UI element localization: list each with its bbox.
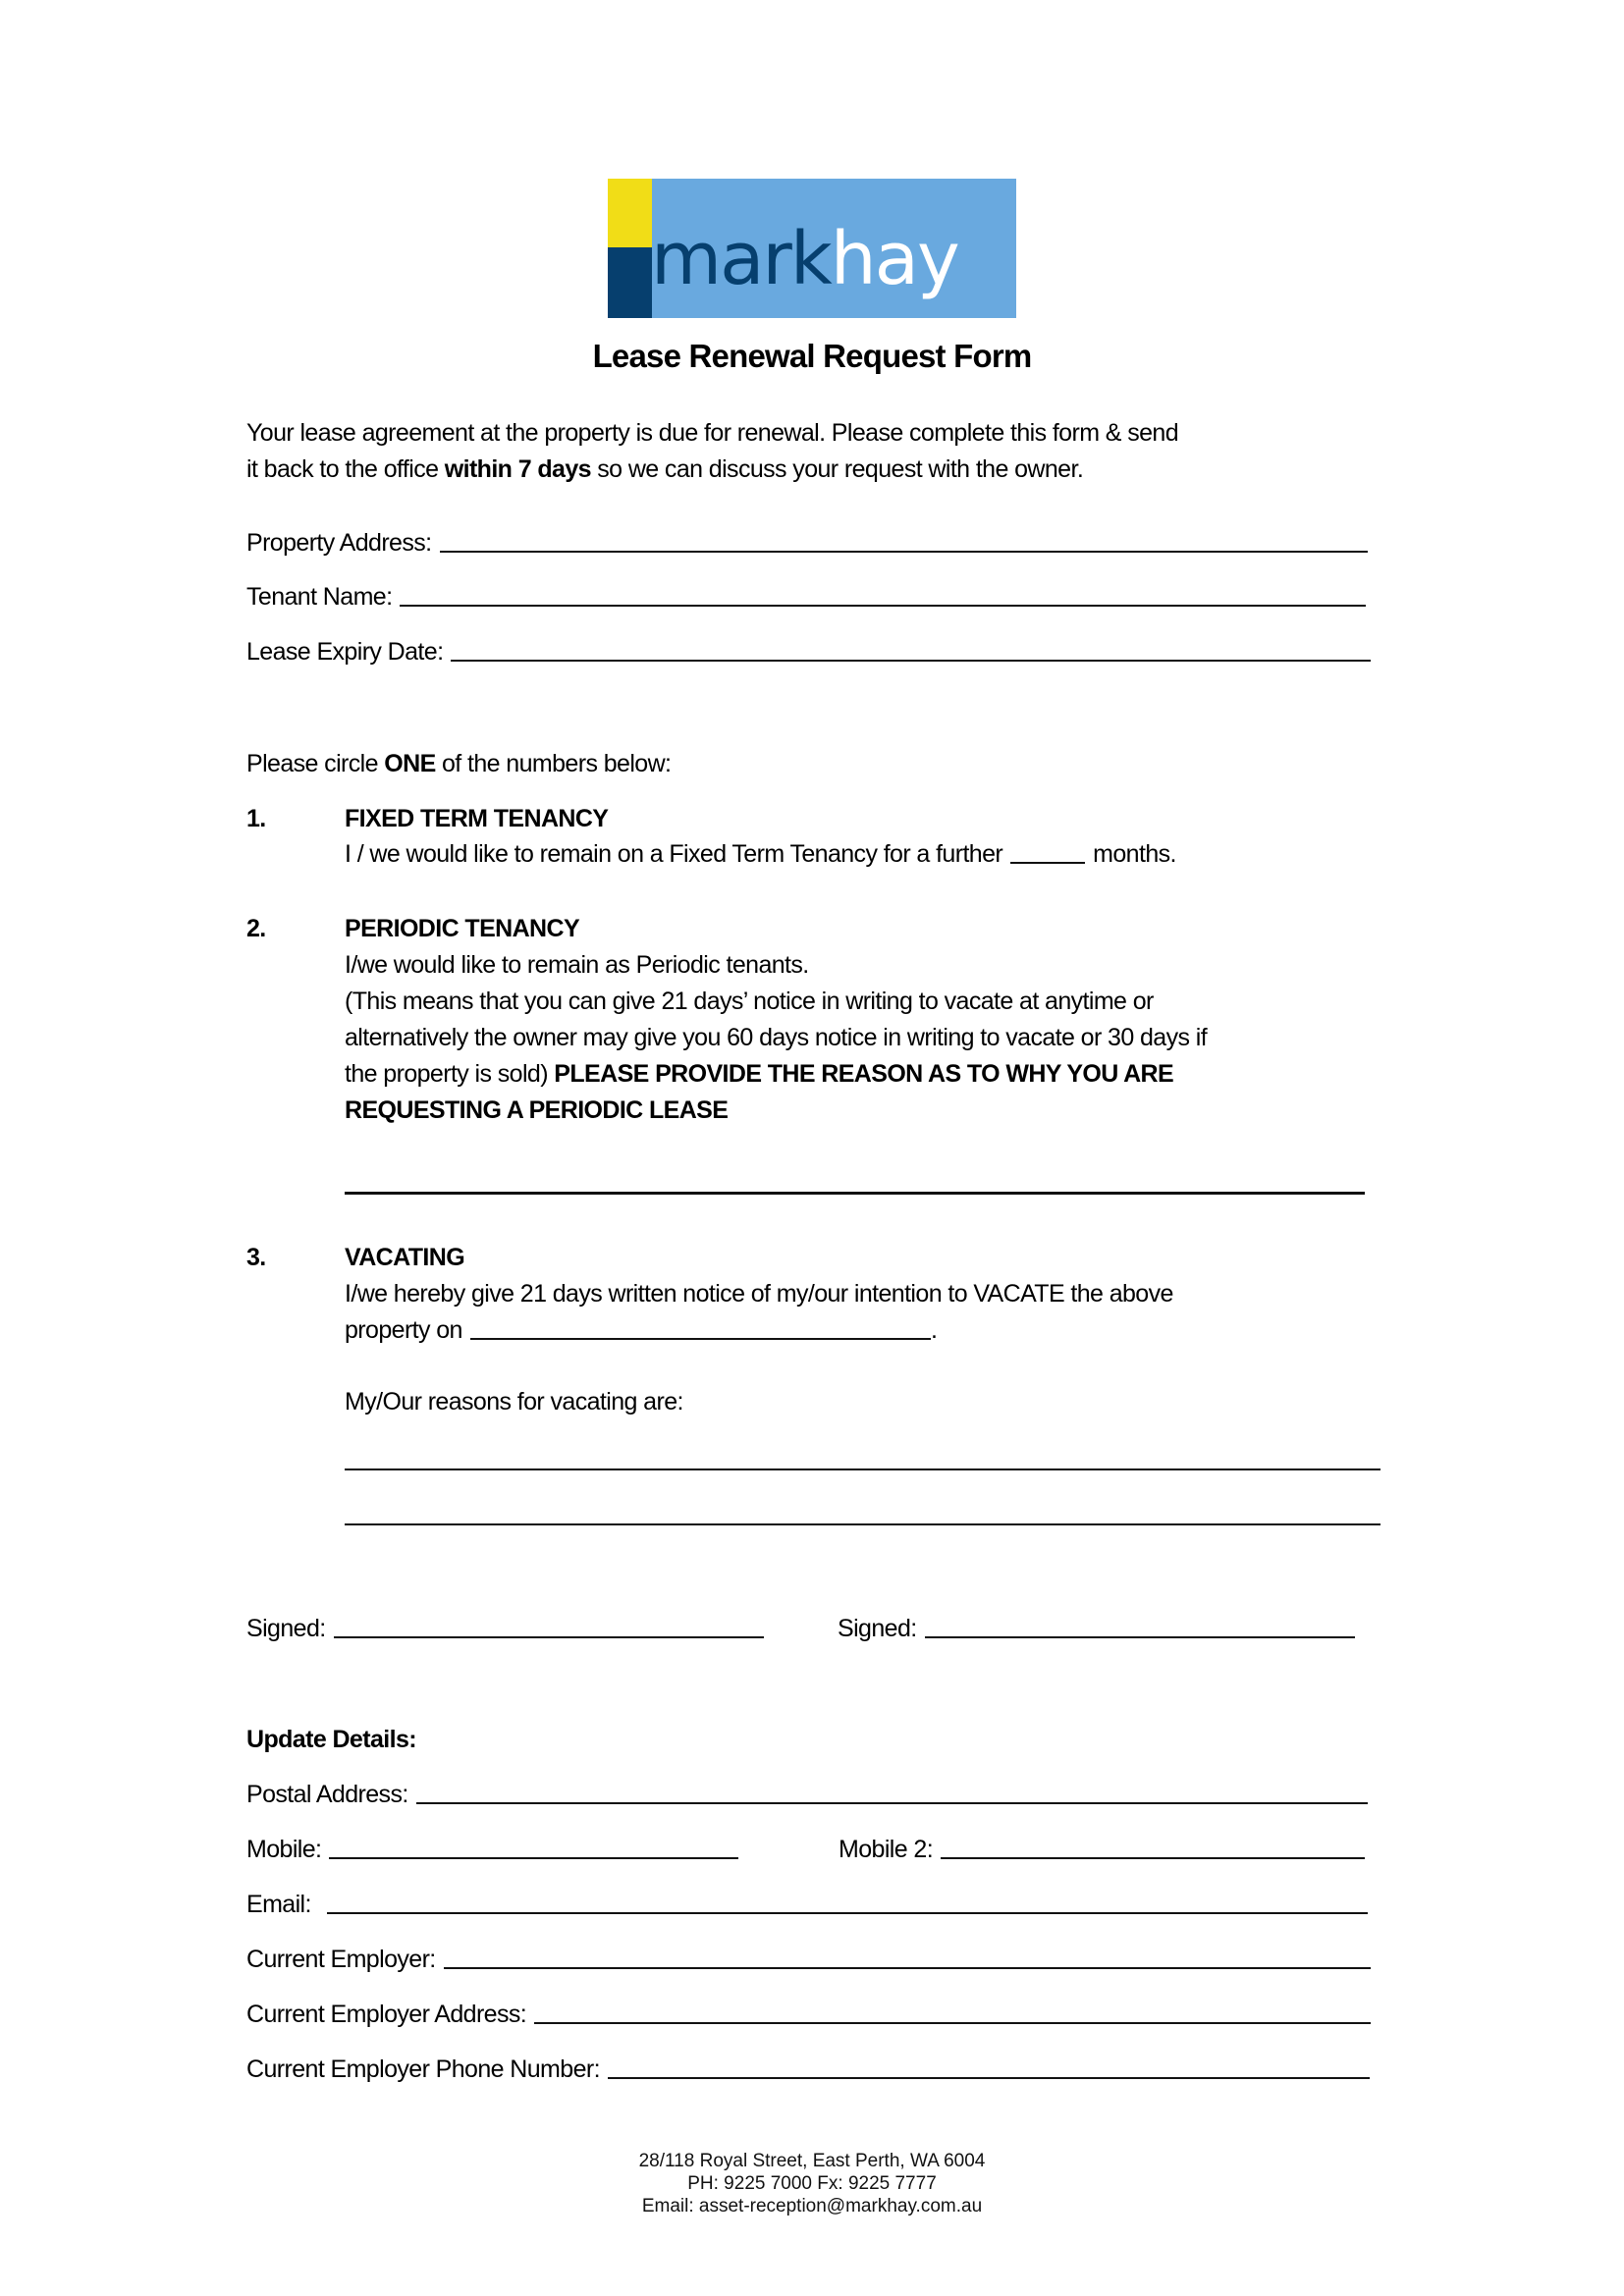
logo-navy-block [608, 247, 652, 318]
vacating-reasons-label: My/Our reasons for vacating are: [345, 1388, 683, 1415]
current-employer-phone-line[interactable] [608, 2077, 1370, 2079]
option-1-text [345, 839, 1176, 869]
footer [0, 2150, 1624, 2217]
current-employer-address-line[interactable] [534, 2022, 1371, 2024]
option-2-line-1: I/we would like to remain as Periodic tenants. [345, 951, 809, 979]
vacating-reason-line-1[interactable] [345, 1468, 1380, 1470]
months-line[interactable] [1010, 862, 1085, 864]
option-1-text-end: months. [1093, 840, 1176, 868]
current-employer-phone-label: Current Employer Phone Number: [246, 2056, 600, 2083]
current-employer-address-field[interactable] [246, 2000, 1371, 2029]
option-2-number[interactable]: 2. [246, 915, 266, 942]
option-3-heading: VACATING [345, 1244, 465, 1271]
mobile-2-label: Mobile 2: [839, 1836, 934, 1863]
logo-word-hay: hay [830, 217, 958, 301]
signature-line-2[interactable] [925, 1636, 1355, 1638]
logo-word-mark: mark [651, 217, 831, 301]
option-3-line-2 [345, 1315, 937, 1345]
mobile-field[interactable] [246, 1835, 738, 1864]
option-2-line-4-bold: PLEASE PROVIDE THE REASON AS TO WHY YOU ARE [554, 1060, 1174, 1088]
current-employer-field[interactable] [246, 1945, 1371, 1974]
intro-line-2 [246, 454, 1083, 484]
signature-line-1[interactable] [334, 1636, 764, 1638]
postal-address-line[interactable] [416, 1802, 1368, 1804]
property-address-line[interactable] [440, 551, 1368, 553]
email-line[interactable] [327, 1912, 1368, 1914]
signature-field-2[interactable] [838, 1614, 1355, 1643]
option-2-heading: PERIODIC TENANCY [345, 915, 580, 942]
instruction [246, 749, 671, 778]
lease-expiry-date-field[interactable] [246, 637, 1371, 667]
option-3-line-1: I/we hereby give 21 days written notice of my/our intention to VACATE the above [345, 1280, 1173, 1308]
option-1-number[interactable]: 1. [246, 805, 266, 832]
email-field[interactable] [246, 1890, 1368, 1919]
signature-field-1[interactable] [246, 1614, 764, 1643]
mobile-line[interactable] [329, 1857, 738, 1859]
option-2-line-3: alternatively the owner may give you 60 days notice in writing to vacate or 30 days if [345, 1024, 1208, 1051]
current-employer-line[interactable] [444, 1967, 1371, 1969]
option-1-text-start: I / we would like to remain on a Fixed Term Tenancy for a further [345, 840, 1003, 868]
current-employer-label: Current Employer: [246, 1946, 436, 1973]
lease-expiry-date-line[interactable] [451, 660, 1371, 662]
vacate-date-period: . [931, 1316, 938, 1344]
postal-address-label: Postal Address: [246, 1781, 408, 1808]
vacate-date-label: property on [345, 1316, 462, 1344]
tenant-name-label: Tenant Name: [246, 583, 393, 611]
logo-yellow-block [608, 179, 652, 247]
footer-address: 28/118 Royal Street, East Perth, WA 6004 [638, 2151, 986, 2171]
instruction-emphasis: ONE [384, 750, 436, 777]
option-2-line-4 [345, 1059, 1173, 1089]
mobile-label: Mobile: [246, 1836, 322, 1863]
update-details-heading: Update Details: [246, 1726, 416, 1753]
mobile-2-line[interactable] [941, 1857, 1365, 1859]
intro-text: it back to the office [246, 455, 445, 483]
intro-line-1: Your lease agreement at the property is due for renewal. Please complete this form & send [246, 419, 1179, 447]
markhay-logo [608, 179, 1016, 318]
mobile-2-field[interactable] [839, 1835, 1365, 1864]
current-employer-phone-field[interactable] [246, 2055, 1370, 2084]
option-2-line-4-text: the property is sold) [345, 1060, 555, 1088]
lease-expiry-date-label: Lease Expiry Date: [246, 638, 444, 666]
footer-email: Email: asset-reception@markhay.com.au [641, 2196, 983, 2216]
periodic-reason-line[interactable] [345, 1192, 1365, 1195]
property-address-field[interactable] [246, 528, 1368, 558]
vacate-date-line[interactable] [470, 1338, 931, 1340]
option-2-line-5: REQUESTING A PERIODIC LEASE [345, 1096, 729, 1124]
option-3-number[interactable]: 3. [246, 1244, 266, 1271]
tenant-name-line[interactable] [400, 605, 1366, 607]
tenant-name-field[interactable] [246, 582, 1366, 612]
current-employer-address-label: Current Employer Address: [246, 2001, 527, 2028]
intro-deadline: within 7 days [444, 455, 591, 483]
option-1-heading: FIXED TERM TENANCY [345, 805, 609, 832]
signed-label-2: Signed: [838, 1615, 917, 1642]
signed-label-1: Signed: [246, 1615, 326, 1642]
footer-phone-fax: PH: 9225 7000 Fx: 9225 7777 [687, 2173, 937, 2194]
postal-address-field[interactable] [246, 1780, 1368, 1809]
property-address-label: Property Address: [246, 529, 432, 557]
instruction-text-end: of the numbers below: [435, 750, 672, 777]
email-label: Email: [246, 1891, 311, 1918]
logo-wordmark [651, 217, 958, 301]
intro-text-end: so we can discuss your request with the owner. [590, 455, 1084, 483]
instruction-text: Please circle [246, 750, 385, 777]
option-2-line-2: (This means that you can give 21 days’ notice in writing to vacate at anytime or [345, 988, 1154, 1015]
page-title: Lease Renewal Request Form [592, 338, 1032, 374]
vacating-reason-line-2[interactable] [345, 1523, 1380, 1525]
